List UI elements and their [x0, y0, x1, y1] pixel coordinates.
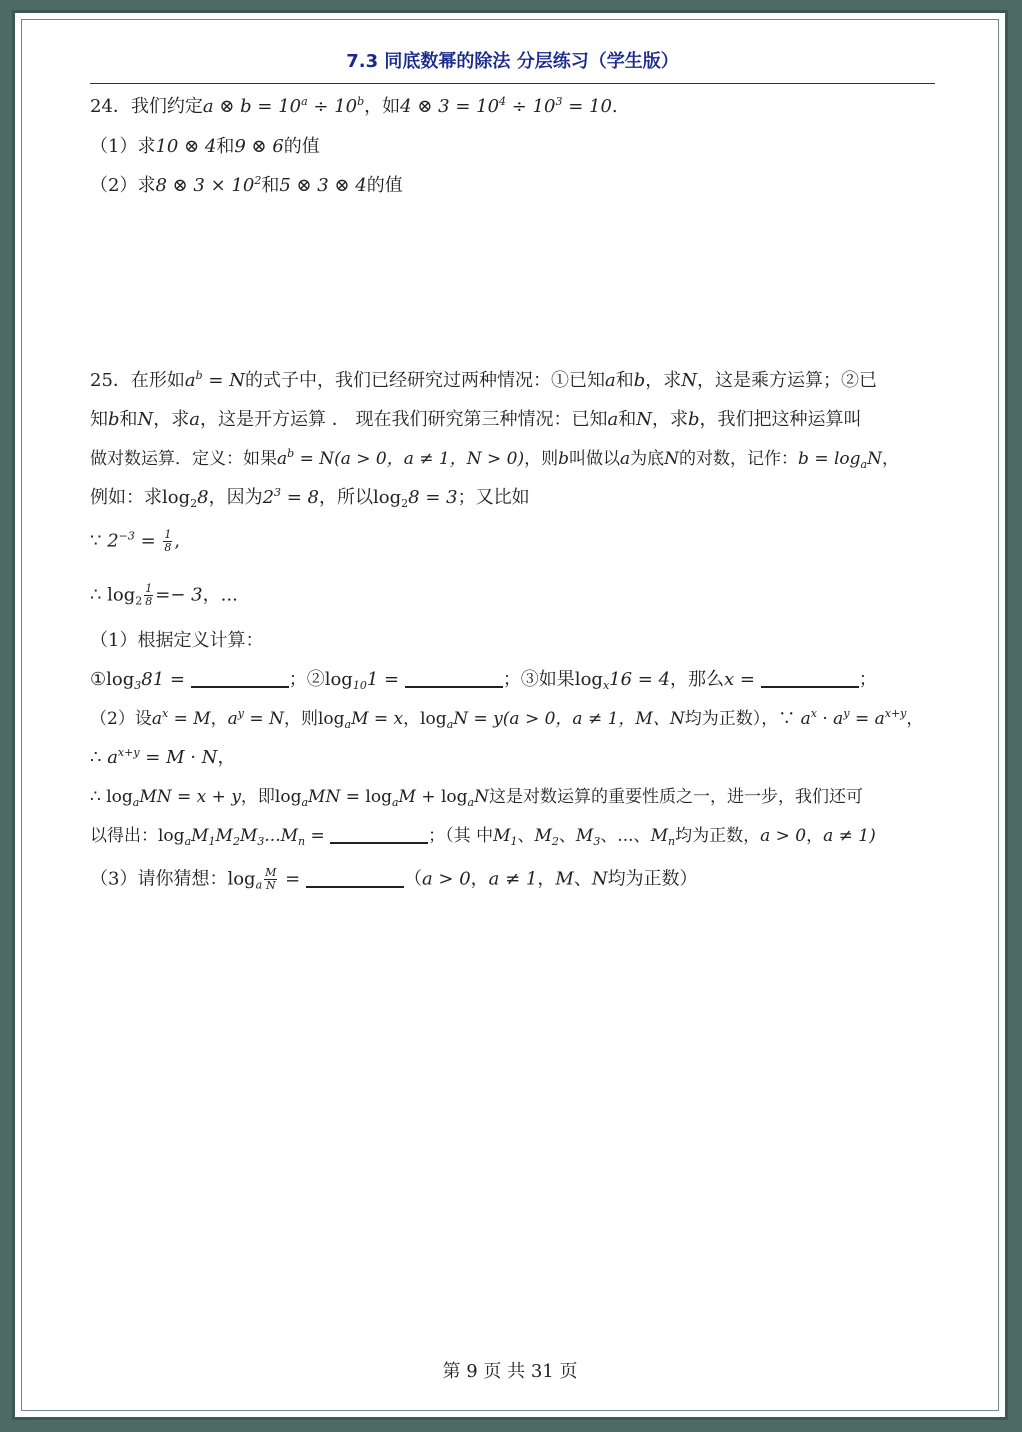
page-footer: 第 9 页 共 31 页: [442, 1361, 578, 1382]
q25-part1-label: （1）根据定义计算：: [90, 630, 264, 651]
answer-blank-3[interactable]: [761, 670, 859, 688]
q25-line8: ∴ $a^{x+y} = M \cdot N$，: [90, 746, 236, 768]
q25-line6: ∴ $\log_2$ $\frac{1}{8}$ =− 3，...: [90, 582, 238, 608]
header-divider: [90, 83, 935, 84]
q25-part1-calculations: $①\log_381$ = ；$②\log_{10}1$ = ；③如果$\log_x16 = 4$，那么x = ；: [90, 669, 877, 692]
q24-part1: （1）求10 ⊗ 4和9 ⊗ 6的值: [90, 136, 320, 157]
answer-blank-2[interactable]: [405, 670, 503, 688]
answer-blank-4[interactable]: [330, 826, 428, 844]
q25-line9: ∴ $\log_aMN = x + y$，即$\log_aMN = \log_aM + \log_aN$这是对数运算的重要性质之一，进一步，我们还可: [90, 787, 863, 809]
page-header-title: 7.3 同底数幂的除法 分层练习（学生版）: [346, 51, 679, 72]
q24-statement: 24．我们约定a ⊗ $b = 10^a \div 10^b$，如4 ⊗ $3 = 10^4 \div 10^3 = 10$.: [90, 95, 618, 117]
q25-line1: 25．在形如$a^b = N$的式子中，我们已经研究过两种情况：①已知a和b，求N，这是乘方运算；②已: [90, 369, 877, 391]
q25-line2: 知b和N，求a，这是开方运算 ． 现在我们研究第三种情况：已知a和N，求b，我们把这种运算叫: [90, 409, 862, 430]
q25-line3: 做对数运算．定义：如果$a^b = N(a > 0$，a ≠ 1，N > 0)，则b叫做以a为底N的对数，记作：$b = \log_aN$，: [90, 447, 899, 471]
fraction-one-eighth: $\frac{1}{8}$: [145, 582, 153, 608]
document-page: [12, 10, 1008, 1420]
q25-line5: ∵ $2^{-3}$ = $\frac{1}{8}$ ,: [90, 528, 181, 554]
q25-part3: （3）请你猜想：$\log_a$ $\frac{M}{N}$ = （a > 0，a ≠ 1，M、N均为正数）: [90, 866, 698, 892]
answer-blank-5[interactable]: [306, 870, 404, 888]
q25-line4: 例如：求$\log_28$，因为$2^3 = 8$，所以$\log_28 = 3$；又比如: [90, 486, 530, 510]
fraction-m-over-n: $\frac{M}{N}$: [265, 866, 277, 892]
q25-line10: 以得出：$\log_aM_1M_2M_3...M_n$ = ；（其 中$M_1$、$M_2$、$M_3$、...、$M_n$均为正数，a > 0，a ≠ 1): [90, 826, 876, 848]
q25-part2: （2）设$a^x = M$，$a^y = N$，则$\log_aM = x$，$\log_aN = y(a > 0$，a ≠ 1，M、N均为正数），∵ $a^x \cdot a^y = a^{x+y}$，: [90, 707, 924, 731]
q24-part2: （2）求8 ⊗ $3 \times 10^2$和5 ⊗ 3 ⊗ 4的值: [90, 174, 403, 196]
answer-blank-1[interactable]: [191, 670, 289, 688]
fraction-one-eighth: $\frac{1}{8}$: [164, 528, 172, 554]
